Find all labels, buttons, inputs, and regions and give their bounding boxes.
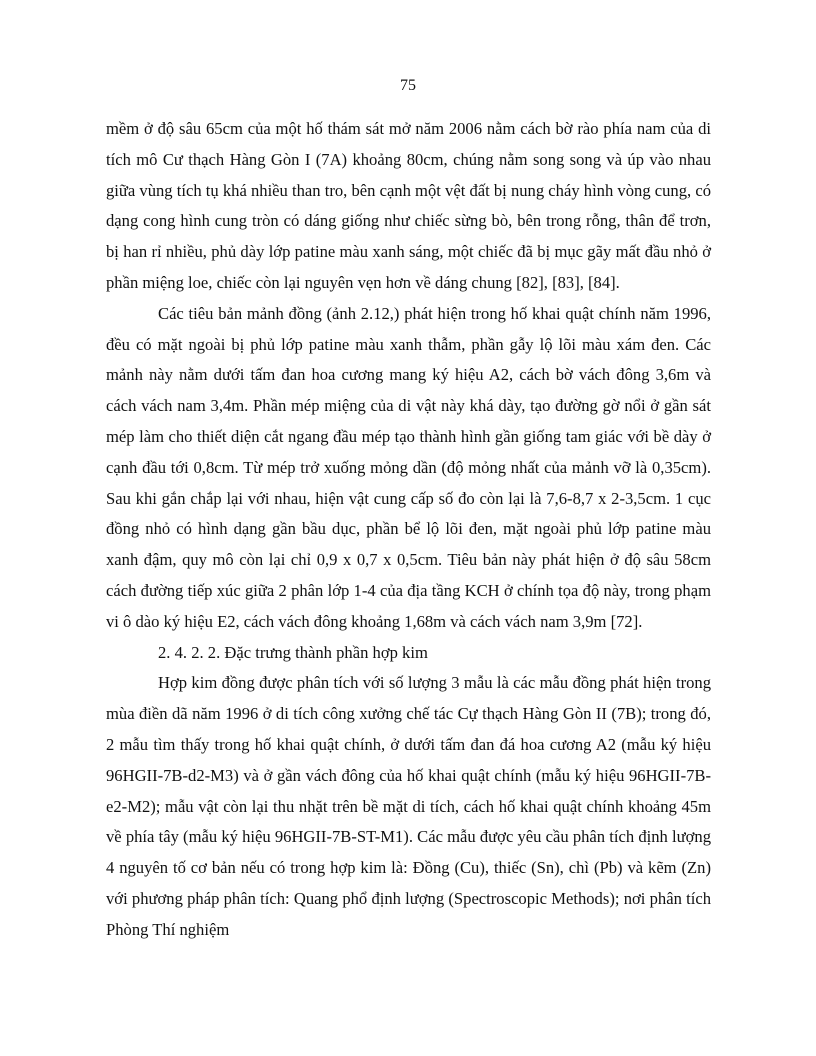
section-heading: 2. 4. 2. 2. Đặc trưng thành phần hợp kim <box>158 642 428 662</box>
paragraph-bronze-fragments: Các tiêu bản mảnh đồng (ảnh 2.12,) phát hiện trong hố khai quật chính năm 1996, đều có mặt ngoài bị phủ lớp patine màu xanh thẫm, phần gẫy lộ lõi màu xám đen. Các mảnh này nằm dưới tấm đan hoa cương mang ký hiệu A2, cách bờ vách đông 3,6m và cách vách nam 3,4m. Phần mép miệng của di vật này khá dày, tạo đường gờ nổi ở gần sát mép làm cho thiết diện cắt ngang đầu mép tạo thành hình gần giống tam giác với bề dày ở cạnh đầu tới 0,8cm. Từ mép trở xuống mỏng dần (độ mỏng nhất của mảnh vỡ là 0,35cm). Sau khi gắn chắp lại với nhau, hiện vật cung cấp số đo còn lại là 7,6-8,7 x 2-3,5cm. 1 cục đồng nhỏ có hình dạng gần bầu dục, phần bể lộ lõi đen, mặt ngoài phủ lớp patine màu xanh đậm, quy mô còn lại chỉ 0,9 x 0,7 x 0,5cm. Tiêu bản này phát hiện ở độ sâu 58cm cách đường tiếp xúc giữa 2 phân lớp 1-4 của địa tầng KCH ở chính tọa độ này, trong phạm vi ô dào ký hiệu E2, cách vách đông khoảng 1,68m và cách vách nam 3,9m [72]. <box>106 303 711 631</box>
page-number: 75 <box>400 77 416 94</box>
paragraph-alloy-analysis: Hợp kim đồng được phân tích với số lượng 3 mẫu là các mẫu đồng phát hiện trong mùa điền dã năm 1996 ở di tích công xưởng chế tác Cự thạch Hàng Gòn II (7B); trong đó, 2 mẫu tìm thấy trong hố khai quật chính, ở dưới tấm đan đá hoa cương A2 (mẫu ký hiệu 96HGII-7B-d2-M3) và ở gần vách đông của hố khai quật chính (mẫu ký hiệu 96HGII-7B-e2-M2); mẫu vật còn lại thu nhặt trên bề mặt di tích, cách hố khai quật chính khoảng 45m về phía tây (mẫu ký hiệu 96HGII-7B-ST-M1). Các mẫu được yêu cầu phân tích định lượng 4 nguyên tố cơ bản nếu có trong hợp kim là: Đồng (Cu), thiếc (Sn), chì (Pb) và kẽm (Zn) với phương pháp phân tích: Quang phổ định lượng (Spectroscopic Methods); nơi phân tích Phòng Thí nghiệm <box>106 673 711 939</box>
paragraph-continuation: mềm ở độ sâu 65cm của một hố thám sát mở năm 2006 nằm cách bờ rào phía nam của di tích mô Cư thạch Hàng Gòn I (7A) khoảng 80cm, chúng nằm song song và úp vào nhau giữa vùng tích tụ khá nhiều than tro, bên cạnh một vệt đất bị nung cháy hình vòng cung, có dạng cong hình cung tròn có dáng giống như chiếc sừng bò, bên trong rỗng, thân để trơn, bị han rỉ nhiều, phủ dày lớp patine màu xanh sáng, một chiếc đã bị mục gãy mất đầu nhỏ ở phần miệng loe, chiếc còn lại nguyên vẹn hơn về dáng chung [82], [83], [84]. <box>106 119 711 292</box>
body-text <box>106 114 711 946</box>
